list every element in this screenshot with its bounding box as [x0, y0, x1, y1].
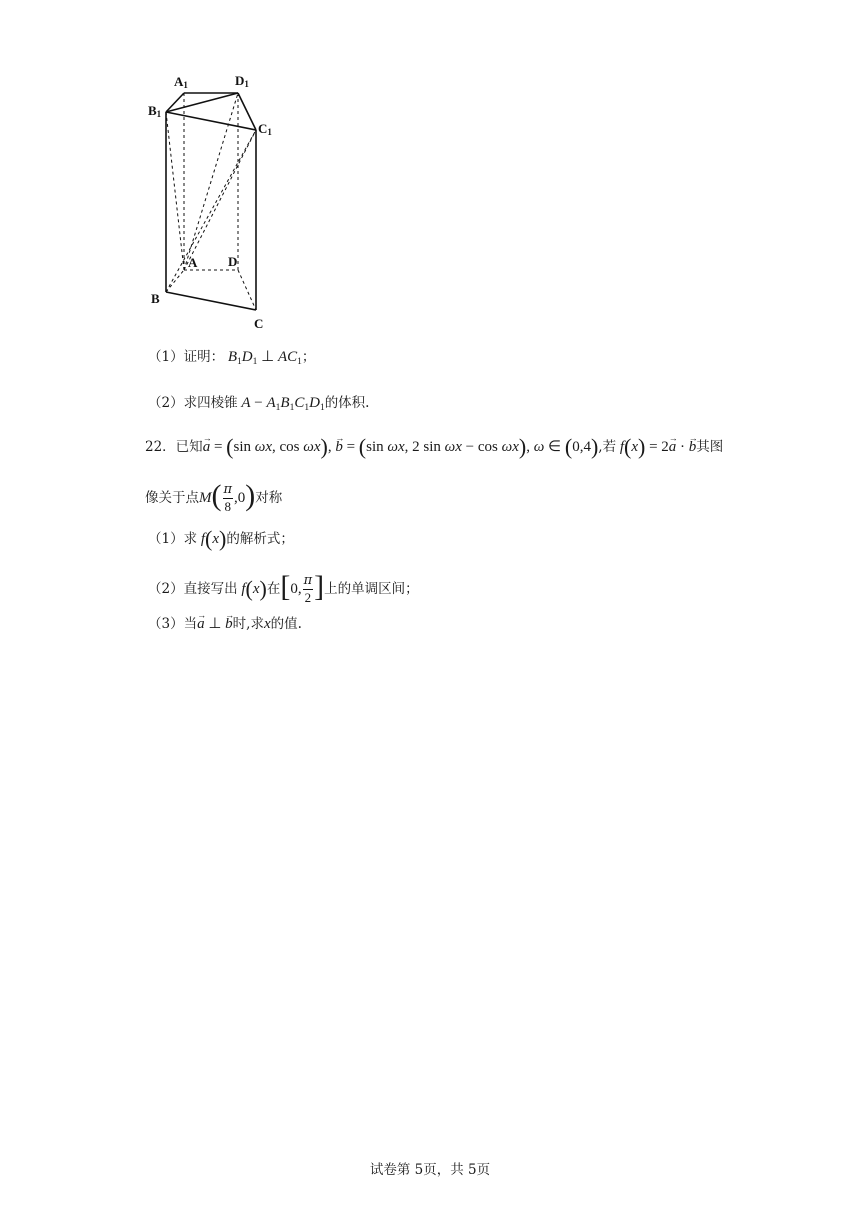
label-B1: B1 [148, 103, 162, 119]
q22-part3: （3）当a → ⊥ b →时,求x的值. [148, 614, 302, 634]
label-C: C [254, 316, 264, 331]
prism-figure [140, 60, 290, 340]
label-A1: A1 [174, 74, 188, 90]
q21-part2: （2）求四棱锥 $A - A_1B_1C_1D_1$的体积. [148, 395, 370, 413]
label-D1: D1 [235, 73, 249, 89]
label-A: A [188, 255, 198, 270]
label-D: D [228, 254, 238, 269]
label-C1: C1 [258, 121, 272, 137]
q22-line1: 22．已知a → = (sin ωx, cos ωx), b → = (sin ωx, 2 sin ωx − cos ωx), ω ∈ (0,4),若 f(x) = 2a → · b →其图 [145, 437, 723, 457]
page-footer: 试卷第 5页，共 5页 [369, 1162, 491, 1178]
q22-part1: （1）求 f(x)的解析式； [148, 526, 294, 551]
q22-line2: 像关于点M( $\frac{\pi}{8}$ ,0)对称 [145, 479, 283, 514]
q21-part1: （1）证明： $B_1D_1$ ⊥ $AC_1$； [148, 349, 316, 367]
label-B: B [151, 291, 160, 306]
q22-part2: （2）直接写出 f(x)在[0, $\frac{\pi}{2}$ ]上的单调区间； [148, 570, 419, 605]
